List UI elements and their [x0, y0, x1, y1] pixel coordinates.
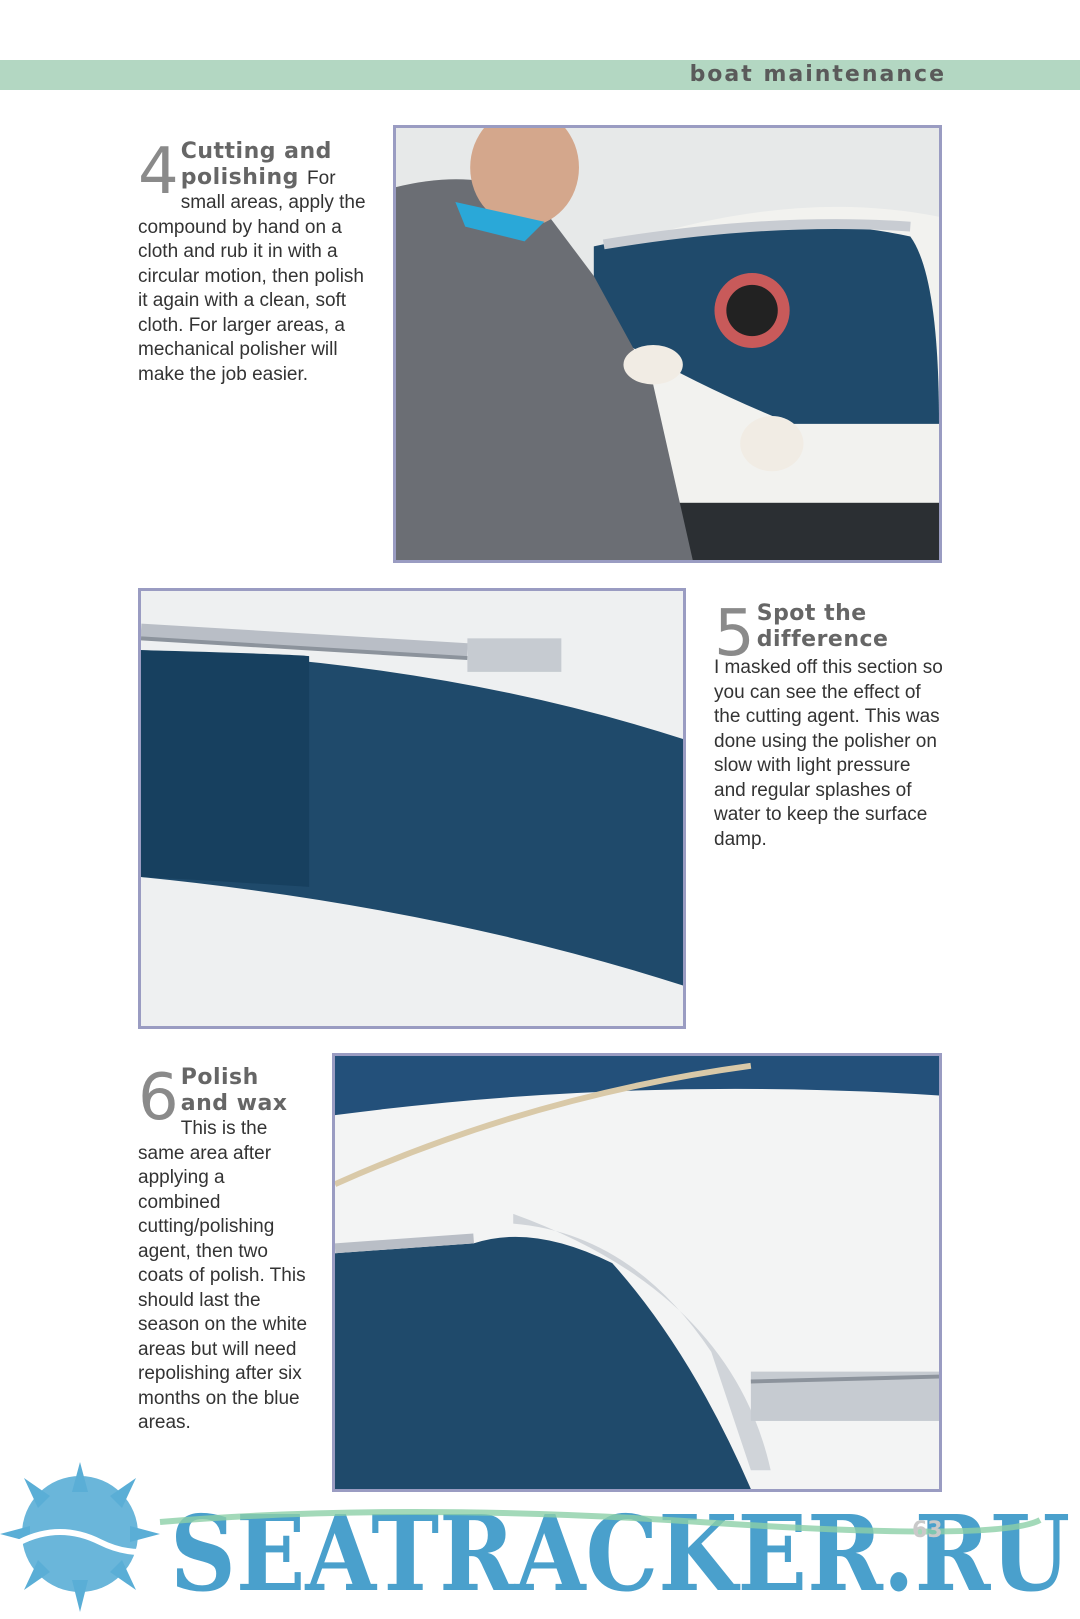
sun-logo-icon — [0, 1462, 180, 1612]
step-5 — [714, 597, 944, 852]
step-number: 4 — [138, 135, 179, 209]
section-title: boat maintenance — [689, 62, 946, 87]
photo-masked-section — [138, 588, 686, 1029]
step-6 — [138, 1061, 308, 1436]
step-4 — [138, 135, 366, 387]
header-band — [0, 60, 1080, 90]
step-body: For small areas, apply the compound by hand on a cloth and rub it in with a circular motion, then polish it again with a clean, soft cloth. For larger areas, a mechanical polisher will make the job easier. — [138, 167, 366, 385]
photo-masked-section-image — [141, 591, 683, 1026]
page-number: 63 — [912, 1518, 943, 1543]
step-heading: Spot the difference — [756, 601, 889, 652]
photo-polishing-image — [396, 128, 939, 560]
step-heading: Polish and wax — [180, 1065, 288, 1116]
step-number: 5 — [714, 597, 755, 671]
step-body: This is the same area after applying a combined cutting/polishing agent, then two coats of polish. This should last the season on the white areas but will need repolishing after six months on the blue areas. — [138, 1118, 308, 1433]
step-body: I masked off this section so you can see the effect of the cutting agent. This was done using the polisher on slow with light pressure and regular splashes of water to keep the surface damp. — [714, 657, 943, 850]
photo-polished-hull — [332, 1053, 942, 1492]
watermark-text: SEATRACKER.RU — [170, 1492, 1070, 1615]
photo-polished-hull-image — [335, 1056, 939, 1489]
photo-polishing — [393, 125, 942, 563]
step-heading: Cutting and polishing — [180, 139, 332, 190]
step-number: 6 — [138, 1061, 179, 1135]
